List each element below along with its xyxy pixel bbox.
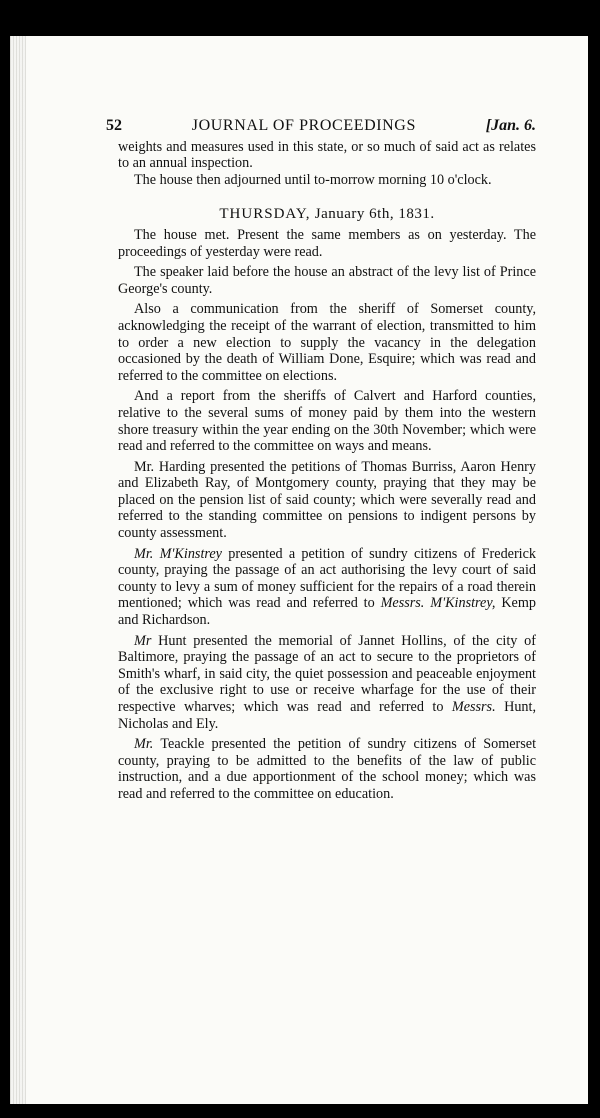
day-heading-day: THURSDAY, <box>219 206 311 223</box>
day-heading <box>118 206 536 223</box>
paragraph-teackle-petition <box>118 736 536 802</box>
page-content <box>106 117 537 803</box>
date-marker: [Jan. 6. <box>485 117 536 134</box>
paragraph-text-tail: Hunt, Nicholas and Ely. <box>118 699 536 732</box>
paragraph-text: Teackle presented the petition of sundry citizens of Somerset county, praying to be admitted to the benefits of the law of public instruction, and a due apportionment of the school money; which was read and referred to the committee on education. <box>118 736 537 802</box>
paragraph-mkinstrey-petition <box>118 546 536 629</box>
running-header <box>106 118 536 135</box>
journal-title: JOURNAL OF PROCEEDINGS <box>191 117 416 134</box>
paragraph-text-tail: Kemp and Richardson. <box>118 595 536 629</box>
paragraph-sheriff-somerset: Also a communication from the sheriff of Somerset county, acknowledging the receipt of the warrant of election, transmitted to him to order a new election to supply the vacancy in the delegation occasioned by the death of William Done, Esquire; which was read and referred to the committee on elections. <box>118 301 536 384</box>
paragraph-hunt-memorial <box>118 633 536 733</box>
paragraph-harding-petitions: Mr. Harding presented the petitions of Thomas Burriss, Aaron Henry and Elizabeth Ray, of Montgomery county, praying that they may be placed on the pension list of said county; which were severally read and referred to the standing committee on pensions to indigent persons by county assessment. <box>118 458 536 542</box>
paragraph-text: presented a petition of sundry citizens of Frederick county, praying the passage of an act authorising the levy court of said county to levy a sum of money sufficient for the repairs of a road therein mentioned; which was read and referred to <box>118 545 537 612</box>
page-number: 52 <box>106 117 122 134</box>
messrs-title: Messrs. <box>451 699 496 715</box>
scanned-page <box>10 36 588 1104</box>
paragraph-adjournment: The house then adjourned until to-morrow morning 10 o'clock. <box>134 171 492 188</box>
speaker-name: Mr. M'Kinstrey <box>134 545 222 562</box>
day-heading-date: January 6th, 1831. <box>314 206 435 223</box>
paragraph-levy-list: The speaker laid before the house an abstract of the levy list of Prince George's county. <box>118 264 536 297</box>
speaker-title: Mr. <box>134 736 154 753</box>
page-gutter <box>10 36 26 1104</box>
paragraph-continuation: weights and measures used in this state, or so much of said act as relates to an annual inspection. <box>118 138 536 172</box>
messrs-names: Messrs. M'Kinstrey, <box>380 595 496 612</box>
paragraph-sheriffs-report: And a report from the sheriffs of Calvert and Harford counties, relative to the several sums of money paid by them into the western shore treasury within the year ending on the 30th November; which were read and referred to the committee on ways and means. <box>118 388 536 455</box>
speaker-title: Mr <box>134 632 152 649</box>
paragraph-house-met: The house met. Present the same members as on yesterday. The proceedings of yesterday were read. <box>118 226 536 260</box>
paragraph-text: Hunt presented the memorial of Jannet Hollins, of the city of Baltimore, praying the passage of an act to secure to the proprietors of Smith's wharf, in said city, the quiet possession and peaceable enjoyment of the exclusive right to use or receive wharfage for the use of their respective wharves; which was read and referred to <box>118 632 536 715</box>
